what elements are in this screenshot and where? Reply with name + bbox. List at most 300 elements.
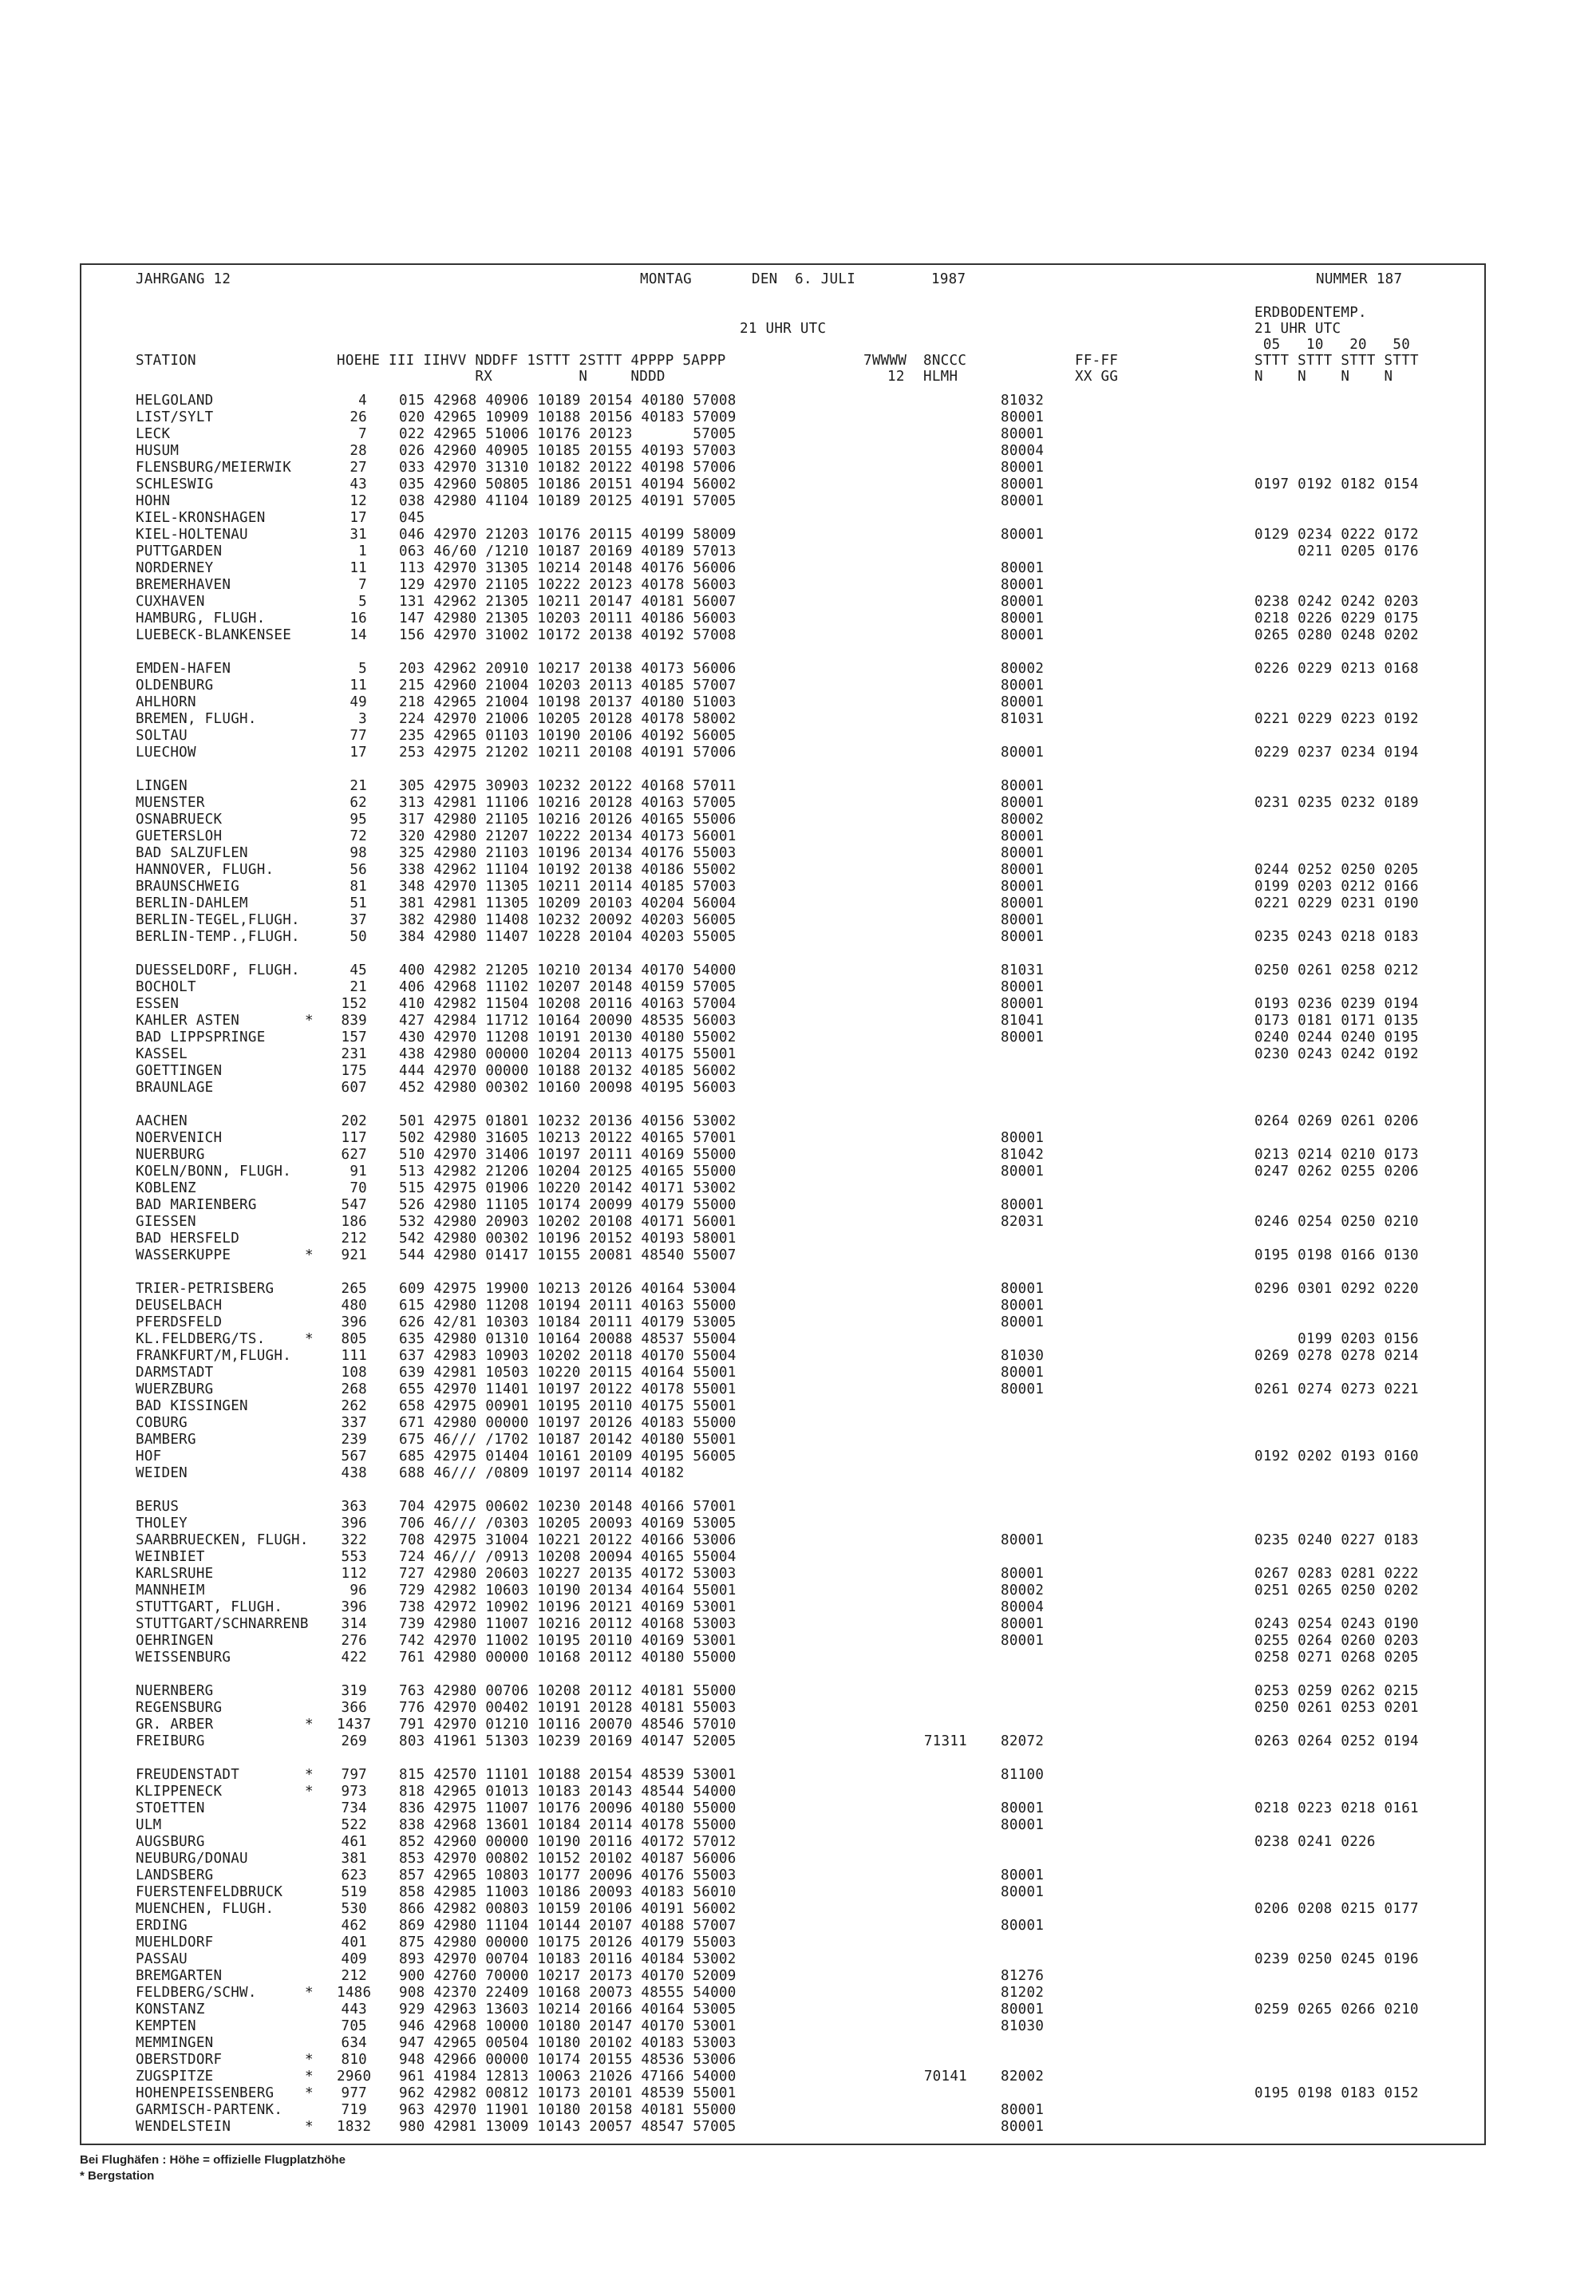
table-row (81, 2018, 1484, 2035)
table-row (81, 1650, 1484, 1666)
table-row (81, 1164, 1484, 1180)
station-name: GR. ARBER (136, 1717, 214, 1733)
table-row (81, 510, 1484, 527)
cloud-group: 80001 (1001, 845, 1045, 861)
station-height: 28 (350, 443, 367, 459)
station-name: AACHEN (136, 1113, 188, 1129)
station-name: FLENSBURG/MEIERWIK (136, 460, 292, 476)
station-height: 319 (341, 1683, 367, 1699)
synop-data: 818 42965 01013 10183 20143 48544 54000 (399, 1784, 737, 1800)
station-height: 461 (341, 1834, 367, 1850)
synop-data: 908 42370 22409 10168 20073 48555 54000 (399, 1985, 737, 2001)
gust-sub: XX GG (1075, 369, 1119, 385)
table-row (81, 895, 1484, 912)
station-height: 239 (341, 1432, 367, 1448)
table-row (81, 745, 1484, 761)
table-row (81, 393, 1484, 409)
station-height: 2960 (337, 2069, 372, 2085)
station-name: KASSEL (136, 1046, 188, 1062)
station-height: 396 (341, 1314, 367, 1330)
synop-data: 384 42980 11407 10228 20104 40203 55005 (399, 929, 737, 945)
station-height: 522 (341, 1817, 367, 1833)
soil-temperatures: 0235 0243 0218 0183 (1254, 929, 1419, 945)
synop-data: 156 42970 31002 10172 20138 40192 57008 (399, 627, 737, 643)
station-name: BERLIN-TEGEL,FLUGH. (136, 912, 300, 928)
table-row (81, 1298, 1484, 1314)
synop-data: 038 42980 41104 10189 20125 40191 57005 (399, 493, 737, 509)
station-name: OLDENBURG (136, 678, 214, 694)
synop-data: 526 42980 11105 10174 20099 40179 55000 (399, 1197, 737, 1213)
cloud-group: 80001 (1001, 778, 1045, 794)
table-row (81, 426, 1484, 443)
station-name: FUERSTENFELDBRUCK (136, 1884, 283, 1900)
synop-data: 948 42966 00000 10174 20155 48536 53006 (399, 2052, 737, 2068)
station-height: 7 (358, 426, 367, 442)
cloud-group: 81030 (1001, 1348, 1045, 1364)
soil-temperatures: 0240 0244 0240 0195 (1254, 1029, 1419, 1045)
table-row (81, 778, 1484, 795)
soil-temp-title: ERDBODENTEMP. (1254, 305, 1367, 321)
synop-data: 215 42960 21004 10203 20113 40185 57007 (399, 678, 737, 694)
cloud-group: 80001 (1001, 1298, 1045, 1314)
soil-temperatures: 0238 0241 0226 (1254, 1834, 1376, 1850)
station-name: THOLEY (136, 1516, 188, 1531)
cloud-group: 80001 (1001, 460, 1045, 476)
soil-temperatures: 0218 0226 0229 0175 (1254, 611, 1419, 626)
synop-data: 724 46/// /0913 10208 20094 40165 55004 (399, 1549, 737, 1565)
synop-data: 688 46/// /0809 10197 20114 40182 (399, 1465, 685, 1481)
station-name: MUENSTER (136, 795, 205, 811)
station-name: GARMISCH-PARTENK. (136, 2102, 283, 2118)
station-height: 62 (350, 795, 367, 811)
table-row (81, 828, 1484, 845)
soil-temperatures: 0197 0192 0182 0154 (1254, 476, 1419, 492)
table-row (81, 1331, 1484, 1348)
station-name: PASSAU (136, 1951, 188, 1967)
cloud-group: 80001 (1001, 862, 1045, 878)
station-name: LECK (136, 426, 171, 442)
station-height: 27 (350, 460, 367, 476)
synop-data: 803 41961 51303 10239 20169 40147 52005 (399, 1733, 737, 1749)
station-name: HAMBURG, FLUGH. (136, 611, 266, 626)
soil-temperatures: 0195 0198 0166 0130 (1254, 1247, 1419, 1263)
station-name: BERLIN-DAHLEM (136, 895, 248, 911)
synop-data: 961 41984 12813 10063 21026 47166 54000 (399, 2069, 737, 2085)
synop-data: 502 42980 31605 10213 20122 40165 57001 (399, 1130, 737, 1146)
synop-data: 739 42980 11007 10216 20112 40168 53003 (399, 1616, 737, 1632)
cloud-group: 80001 (1001, 694, 1045, 710)
station-name: SCHLESWIG (136, 476, 214, 492)
soil-temp-time: 21 UHR UTC (1254, 321, 1341, 337)
cloud-group: 80001 (1001, 527, 1045, 543)
table-row (81, 1398, 1484, 1415)
cloud-group: 80001 (1001, 879, 1045, 895)
station-name: KAHLER ASTEN (136, 1013, 240, 1029)
cloud-group: 80001 (1001, 795, 1045, 811)
synop-data: 704 42975 00602 10230 20148 40166 57001 (399, 1499, 737, 1515)
synop-data: 738 42972 10902 10196 20121 40169 53001 (399, 1599, 737, 1615)
station-height: 530 (341, 1901, 367, 1917)
weather-code-sub: 12 (887, 369, 905, 385)
mountain-marker: * (305, 2085, 314, 2101)
synop-data: 671 42980 00000 10197 20126 40183 55000 (399, 1415, 737, 1431)
synop-data: 427 42984 11712 10164 20090 48535 56003 (399, 1013, 737, 1029)
table-row (81, 711, 1484, 728)
station-height: 396 (341, 1516, 367, 1531)
station-name: OBERSTDORF (136, 2052, 223, 2068)
table-row (81, 1549, 1484, 1566)
cloud-group: 80001 (1001, 493, 1045, 509)
table-row (81, 1029, 1484, 1046)
station-name: BAD HERSFELD (136, 1231, 240, 1247)
table-row (81, 1566, 1484, 1583)
report-sheet (80, 263, 1486, 2145)
station-height: 112 (341, 1566, 367, 1582)
cloud-group: 80001 (1001, 828, 1045, 844)
soil-temperatures: 0221 0229 0223 0192 (1254, 711, 1419, 727)
station-height: 212 (341, 1968, 367, 1984)
station-name: GUETERSLOH (136, 828, 223, 844)
year-label: 1987 (931, 271, 966, 287)
station-name: NORDERNEY (136, 560, 214, 576)
table-row (81, 912, 1484, 929)
mountain-marker: * (305, 1717, 314, 1733)
table-row (81, 1985, 1484, 2002)
synop-data: 542 42980 00302 10196 20152 40193 58001 (399, 1231, 737, 1247)
cloud-group: 80001 (1001, 1800, 1045, 1816)
station-name: PUTTGARDEN (136, 543, 223, 559)
cloud-group: 81042 (1001, 1147, 1045, 1163)
synop-data: 022 42965 51006 10176 20123 57005 (399, 426, 737, 442)
cloud-group: 80001 (1001, 1130, 1045, 1146)
table-row (81, 527, 1484, 543)
column-codes: HOEHE III IIHVV NDDFF 1STTT 2STTT 4PPPP 5APPP (337, 353, 726, 369)
station-name: FREUDENSTADT (136, 1767, 240, 1783)
station-height: 627 (341, 1147, 367, 1163)
table-row (81, 1180, 1484, 1197)
table-row (81, 2035, 1484, 2052)
station-height: 519 (341, 1884, 367, 1900)
cloud-group: 80001 (1001, 912, 1045, 928)
table-row (81, 1080, 1484, 1097)
station-name: HOHN (136, 493, 171, 509)
synop-data: 962 42982 00812 10173 20101 48539 55001 (399, 2085, 737, 2101)
table-row (81, 1063, 1484, 1080)
synop-data: 742 42970 11002 10195 20110 40169 53001 (399, 1633, 737, 1649)
station-name: BAD SALZUFLEN (136, 845, 248, 861)
station-name: NUERNBERG (136, 1683, 214, 1699)
table-row (81, 2002, 1484, 2018)
table-row (81, 1415, 1484, 1432)
table-row (81, 1700, 1484, 1717)
synop-data: 706 46/// /0303 10205 20093 40169 53005 (399, 1516, 737, 1531)
synop-data: 305 42975 30903 10232 20122 40168 57011 (399, 778, 737, 794)
station-height: 212 (341, 1231, 367, 1247)
station-name: NUERBURG (136, 1147, 205, 1163)
table-row (81, 1448, 1484, 1465)
synop-data: 338 42962 11104 10192 20138 40186 55002 (399, 862, 737, 878)
station-height: 734 (341, 1800, 367, 1816)
cloud-group: 80001 (1001, 678, 1045, 694)
station-height: 314 (341, 1616, 367, 1632)
station-height: 276 (341, 1633, 367, 1649)
station-height: 108 (341, 1365, 367, 1381)
station-name: BREMEN, FLUGH. (136, 711, 257, 727)
station-height: 567 (341, 1448, 367, 1464)
station-height: 322 (341, 1532, 367, 1548)
synop-data: 866 42982 00803 10159 20106 40191 56002 (399, 1901, 737, 1917)
station-name: OSNABRUECK (136, 812, 223, 828)
station-height: 553 (341, 1549, 367, 1565)
volume-label: JAHRGANG 12 (136, 271, 231, 287)
synop-data: 033 42970 31310 10182 20122 40198 57006 (399, 460, 737, 476)
cloud-group: 80001 (1001, 426, 1045, 442)
station-name: MUENCHEN, FLUGH. (136, 1901, 275, 1917)
table-row (81, 1633, 1484, 1650)
station-height: 409 (341, 1951, 367, 1967)
synop-data: 658 42975 00901 10195 20110 40175 55001 (399, 1398, 737, 1414)
mountain-marker: * (305, 2052, 314, 2068)
station-name: BREMGARTEN (136, 1968, 223, 1984)
table-row (81, 1499, 1484, 1516)
cloud-group: 80001 (1001, 979, 1045, 995)
soil-temperatures: 0199 0203 0212 0166 (1254, 879, 1419, 895)
synop-data: 015 42968 40906 10189 20154 40180 57008 (399, 393, 737, 409)
table-row (81, 1465, 1484, 1482)
cloud-group: 81031 (1001, 962, 1045, 978)
soil-temperatures: 0259 0265 0266 0210 (1254, 2002, 1419, 2017)
station-height: 705 (341, 2018, 367, 2034)
synop-data: 513 42982 21206 10204 20125 40165 55000 (399, 1164, 737, 1180)
station-name: DUESSELDORF, FLUGH. (136, 962, 300, 978)
cloud-group: 80001 (1001, 577, 1045, 593)
station-name: WASSERKUPPE (136, 1247, 231, 1263)
station-name: HOF (136, 1448, 162, 1464)
cloud-group: 80001 (1001, 1566, 1045, 1582)
synop-data: 131 42962 21305 10211 20147 40181 56007 (399, 594, 737, 610)
synop-data: 791 42970 01210 10116 20070 48546 57010 (399, 1717, 737, 1733)
footnote-mountain: * Bergstation (80, 2169, 155, 2183)
table-row (81, 979, 1484, 996)
station-name: KARLSRUHE (136, 1566, 214, 1582)
station-height: 337 (341, 1415, 367, 1431)
cloud-group: 80001 (1001, 929, 1045, 945)
station-height: 77 (350, 728, 367, 744)
table-row (81, 1968, 1484, 1985)
synop-data: 637 42983 10903 10202 20118 40170 55004 (399, 1348, 737, 1364)
soil-temperatures: 0265 0280 0248 0202 (1254, 627, 1419, 643)
cloud-group: 80001 (1001, 1616, 1045, 1632)
synop-data: 218 42965 21004 10198 20137 40180 51003 (399, 694, 737, 710)
cloud-group: 80004 (1001, 443, 1045, 459)
synop-data: 853 42970 00802 10152 20102 40187 56006 (399, 1851, 737, 1867)
synop-data: 815 42570 11101 10188 20154 48539 53001 (399, 1767, 737, 1783)
station-height: 973 (341, 1784, 367, 1800)
table-row (81, 460, 1484, 476)
synop-data: 858 42985 11003 10186 20093 40183 56010 (399, 1884, 737, 1900)
synop-data: 501 42975 01801 10232 20136 40156 53002 (399, 1113, 737, 1129)
station-name: LANDSBERG (136, 1867, 214, 1883)
table-row (81, 1599, 1484, 1616)
station-name: BREMERHAVEN (136, 577, 231, 593)
soil-temperatures: 0129 0234 0222 0172 (1254, 527, 1419, 543)
table-row (81, 1934, 1484, 1951)
soil-temperatures: 0243 0254 0243 0190 (1254, 1616, 1419, 1632)
synop-data: 035 42960 50805 10186 20151 40194 56002 (399, 476, 737, 492)
station-height: 26 (350, 409, 367, 425)
table-row (81, 1851, 1484, 1867)
soil-temperatures: 0221 0229 0231 0190 (1254, 895, 1419, 911)
station-height: 839 (341, 1013, 367, 1029)
station-name: EMDEN-HAFEN (136, 661, 231, 677)
table-row (81, 1281, 1484, 1298)
synop-data: 515 42975 01906 10220 20142 40171 53002 (399, 1180, 737, 1196)
weekday-label: MONTAG (640, 271, 693, 287)
footnotes (80, 2152, 346, 2184)
column-codes-sub: RX N NDDD (337, 369, 666, 385)
cloud-group: 80001 (1001, 1281, 1045, 1297)
station-name: KLIPPENECK (136, 1784, 223, 1800)
soil-temperatures: 0244 0252 0250 0205 (1254, 862, 1419, 878)
table-row (81, 929, 1484, 946)
synop-data: 727 42980 20603 10227 20135 40172 53003 (399, 1566, 737, 1582)
synop-data: 626 42/81 10303 10184 20111 40179 53005 (399, 1314, 737, 1330)
table-row (81, 879, 1484, 895)
synop-data: 203 42962 20910 10217 20138 40173 56006 (399, 661, 737, 677)
table-row (81, 1817, 1484, 1834)
table-row (81, 1733, 1484, 1750)
station-name: COBURG (136, 1415, 188, 1431)
table-row (81, 1013, 1484, 1029)
station-height: 202 (341, 1113, 367, 1129)
cloud-group: 80001 (1001, 1314, 1045, 1330)
table-row (81, 1683, 1484, 1700)
synop-data: 635 42980 01310 10164 20088 48537 55004 (399, 1331, 737, 1347)
soil-temperatures: 0255 0264 0260 0203 (1254, 1633, 1419, 1649)
table-row (81, 1834, 1484, 1851)
station-height: 17 (350, 510, 367, 526)
soil-depths: 05 10 20 50 (1254, 337, 1411, 353)
station-name: HELGOLAND (136, 393, 214, 409)
synop-data: 348 42970 11305 10211 20114 40185 57003 (399, 879, 737, 895)
synop-data: 776 42970 00402 10191 20128 40181 55003 (399, 1700, 737, 1716)
station-height: 3 (358, 711, 367, 727)
synop-data: 063 46/60 /1210 10187 20169 40189 57013 (399, 543, 737, 559)
table-row (81, 2085, 1484, 2102)
station-name: BOCHOLT (136, 979, 196, 995)
soil-temperatures: 0193 0236 0239 0194 (1254, 996, 1419, 1012)
station-name: FREIBURG (136, 1733, 205, 1749)
soil-temperatures: 0251 0265 0250 0202 (1254, 1583, 1419, 1599)
synop-data: 852 42960 00000 10190 20116 40172 57012 (399, 1834, 737, 1850)
soil-temperatures: 0230 0243 0242 0192 (1254, 1046, 1419, 1062)
table-row (81, 1113, 1484, 1130)
station-name: ZUGSPITZE (136, 2069, 214, 2085)
cloud-group: 80001 (1001, 2002, 1045, 2017)
table-row (81, 409, 1484, 426)
soil-temperatures: 0238 0242 0242 0203 (1254, 594, 1419, 610)
station-name: HOHENPEISSENBERG (136, 2085, 275, 2101)
table-row (81, 611, 1484, 627)
cloud-group: 80001 (1001, 627, 1045, 643)
station-name: LIST/SYLT (136, 409, 214, 425)
mountain-marker: * (305, 2069, 314, 2085)
station-height: 1832 (337, 2119, 372, 2135)
synop-data: 382 42980 11408 10232 20092 40203 56005 (399, 912, 737, 928)
table-row (81, 1767, 1484, 1784)
soil-temperatures: 0264 0269 0261 0206 (1254, 1113, 1419, 1129)
table-row (81, 1314, 1484, 1331)
cloud-group: 80001 (1001, 1197, 1045, 1213)
synop-data: 438 42980 00000 10204 20113 40175 55001 (399, 1046, 737, 1062)
cloud-group: 80001 (1001, 1884, 1045, 1900)
synop-data: 400 42982 21205 10210 20134 40170 54000 (399, 962, 737, 978)
station-height: 31 (350, 527, 367, 543)
station-height: 797 (341, 1767, 367, 1783)
synop-data: 253 42975 21202 10211 20108 40191 57006 (399, 745, 737, 761)
station-height: 37 (350, 912, 367, 928)
station-height: 111 (341, 1348, 367, 1364)
soil-temperatures: 0231 0235 0232 0189 (1254, 795, 1419, 811)
station-height: 157 (341, 1029, 367, 1045)
station-height: 7 (358, 577, 367, 593)
station-height: 805 (341, 1331, 367, 1347)
cloud-code-header: 8NCCC (923, 353, 967, 369)
station-height: 462 (341, 1918, 367, 1934)
synop-data: 893 42970 00704 10183 20116 40184 53002 (399, 1951, 737, 1967)
soil-temperatures: 0195 0198 0183 0152 (1254, 2085, 1419, 2101)
station-height: 21 (350, 979, 367, 995)
table-row (81, 2052, 1484, 2069)
synop-data: 946 42968 10000 10180 20147 40170 53001 (399, 2018, 737, 2034)
station-name: BAD LIPPSPRINGE (136, 1029, 266, 1045)
cloud-group: 80001 (1001, 2119, 1045, 2135)
station-name: KIEL-KRONSHAGEN (136, 510, 266, 526)
station-height: 1 (358, 543, 367, 559)
table-row (81, 2069, 1484, 2085)
station-name: DARMSTADT (136, 1365, 214, 1381)
cloud-group: 80001 (1001, 1029, 1045, 1045)
soil-temperatures: 0258 0271 0268 0205 (1254, 1650, 1419, 1666)
station-height: 50 (350, 929, 367, 945)
table-row (81, 1247, 1484, 1264)
station-height: 268 (341, 1381, 367, 1397)
table-row (81, 1365, 1484, 1381)
station-column-header: STATION (136, 353, 196, 369)
station-name: KL.FELDBERG/TS. (136, 1331, 266, 1347)
cloud-group: 81276 (1001, 1968, 1045, 1984)
table-row (81, 1951, 1484, 1968)
station-height: 810 (341, 2052, 367, 2068)
station-name: BAD MARIENBERG (136, 1197, 257, 1213)
station-height: 480 (341, 1298, 367, 1314)
table-row (81, 560, 1484, 577)
table-row (81, 1532, 1484, 1549)
station-height: 16 (350, 611, 367, 626)
station-name: KOBLENZ (136, 1180, 196, 1196)
station-name: BAD KISSINGEN (136, 1398, 248, 1414)
station-height: 186 (341, 1214, 367, 1230)
synop-data: 510 42970 31406 10197 20111 40169 55000 (399, 1147, 737, 1163)
table-row (81, 493, 1484, 510)
station-name: MANNHEIM (136, 1583, 205, 1599)
station-height: 12 (350, 493, 367, 509)
cloud-code-sub: HLMH (923, 369, 958, 385)
synop-data: 857 42965 10803 10177 20096 40176 55003 (399, 1867, 737, 1883)
station-height: 72 (350, 828, 367, 844)
mountain-marker: * (305, 1013, 314, 1029)
table-row (81, 694, 1484, 711)
